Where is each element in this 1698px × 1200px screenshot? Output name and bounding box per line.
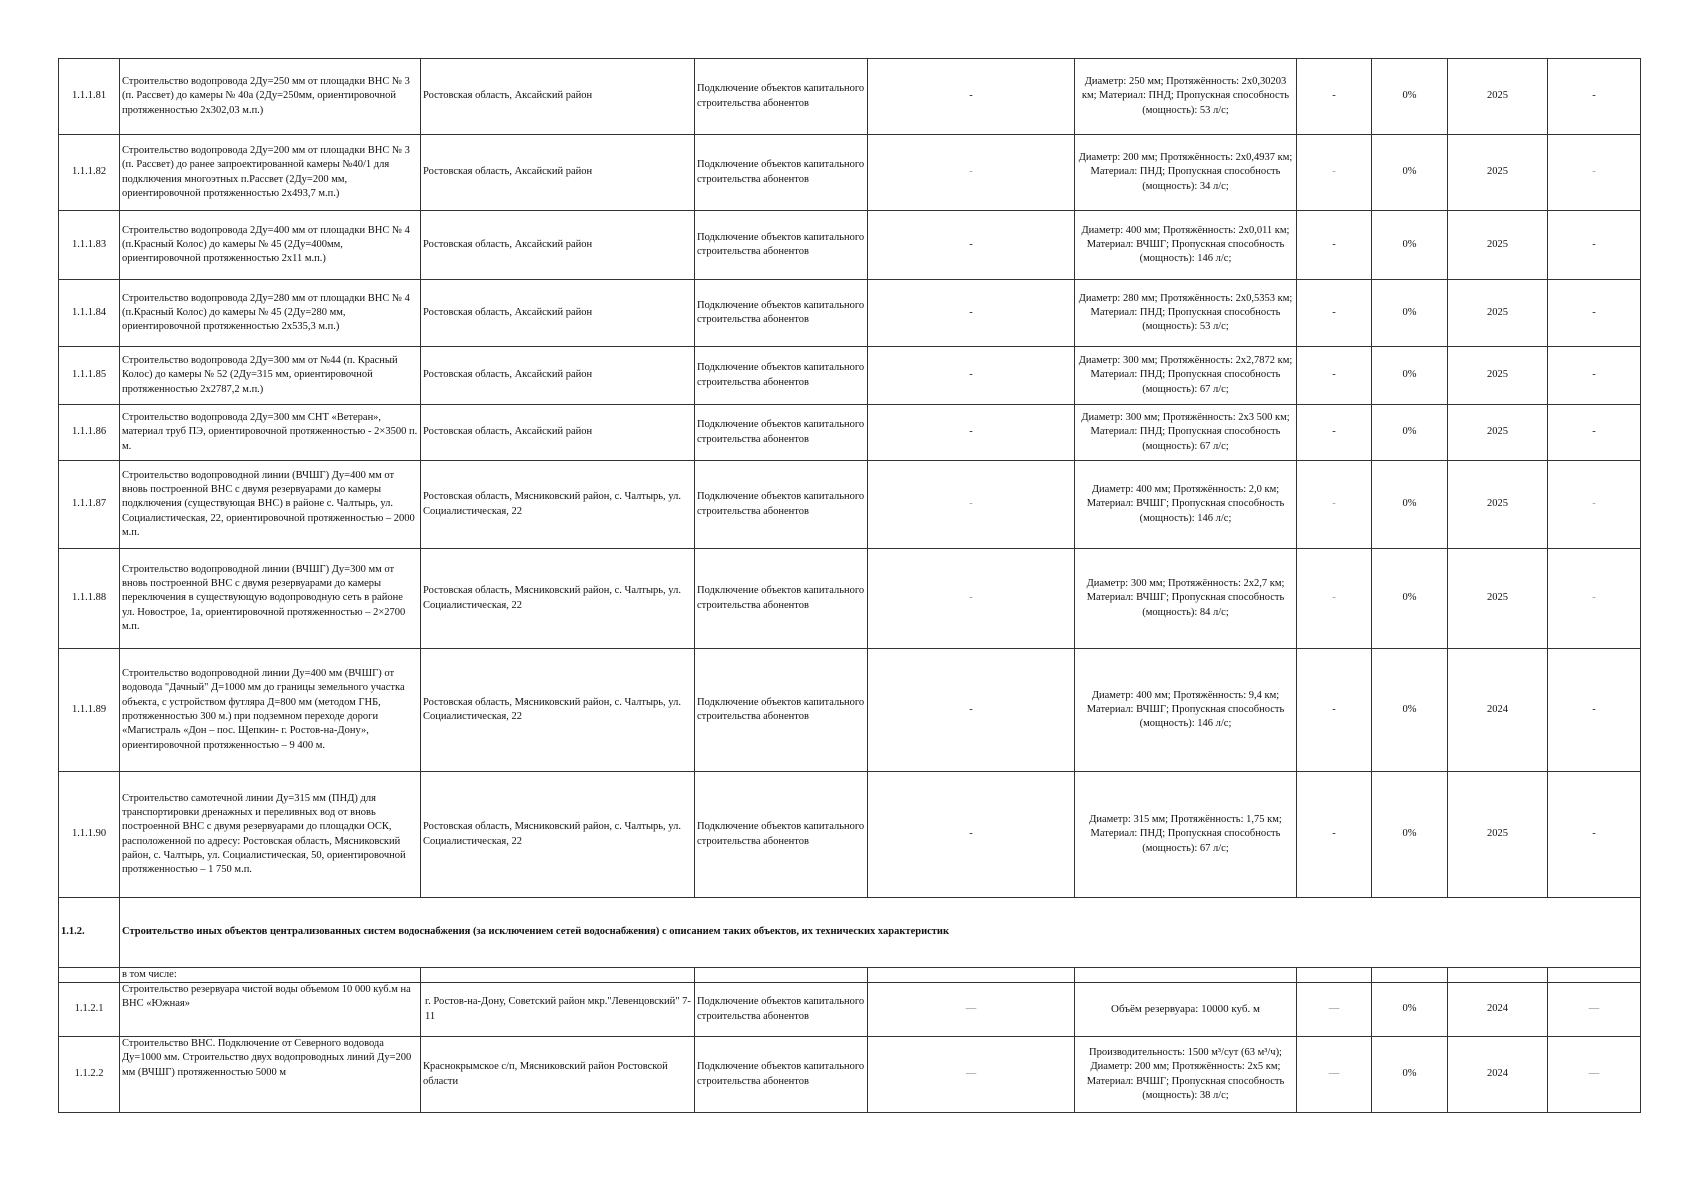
object-location: Ростовская область, Аксайский район	[421, 347, 695, 405]
completion-percent: 0%	[1372, 461, 1448, 549]
table-row	[59, 135, 1641, 211]
empty-value: -	[1297, 405, 1372, 461]
table-row	[59, 59, 1641, 135]
empty-value: -	[1548, 549, 1641, 649]
row-number: 1.1.1.85	[59, 347, 120, 405]
table-row	[59, 347, 1641, 405]
empty-value: -	[1548, 59, 1641, 135]
empty-value: -	[868, 59, 1075, 135]
technical-specs: Диаметр: 300 мм; Протяжённость: 2х3 500 км; Материал: ПНД; Пропускная способность (мощность): 67 л/с;	[1075, 405, 1297, 461]
completion-year: 2025	[1448, 549, 1548, 649]
empty-value: -	[1548, 347, 1641, 405]
object-name: Строительство водопроводной линии (ВЧШГ) Ду=300 мм от вновь построенной ВНС с двумя резервуарами до камеры переключения в существующую водопроводную сеть в районе ул. Новострое, 1а, ориентировочной протяженностью – 2×2700 м.п.	[120, 549, 421, 649]
completion-year: 2025	[1448, 135, 1548, 211]
object-name: Строительство водопровода 2Ду=250 мм от площадки ВНС № 3 (п. Рассвет) до камеры № 40а (2Ду=250мм, ориентировочной протяженностью 2х302,03 м.п.)	[120, 59, 421, 135]
empty-value: -	[1548, 211, 1641, 280]
object-location: г. Ростов-на-Дону, Советский район мкр."Левенцовский" 7-11	[421, 983, 695, 1037]
row-number: 1.1.1.82	[59, 135, 120, 211]
empty-value: -	[868, 347, 1075, 405]
subheader-label: в том числе:	[120, 968, 421, 983]
object-name: Строительство резервуара чистой воды объемом 10 000 куб.м на ВНС «Южная»	[120, 983, 421, 1037]
row-number: 1.1.1.84	[59, 280, 120, 347]
empty-cell	[421, 968, 695, 983]
completion-year: 2025	[1448, 772, 1548, 898]
empty-value: —	[1548, 1037, 1641, 1113]
completion-percent: 0%	[1372, 983, 1448, 1037]
object-purpose: Подключение объектов капитального строительства абонентов	[695, 347, 868, 405]
empty-cell	[868, 968, 1075, 983]
object-name: Строительство водопровода 2Ду=200 мм от площадки ВНС № 3 (п. Рассвет) до ранее запроектированной камеры №40/1 для подключения многоэтных п.Рассвет (2Ду=200 мм, ориентировочной протяженностью 2х493,7 м.п.)	[120, 135, 421, 211]
table-row	[59, 280, 1641, 347]
empty-value: —	[1548, 983, 1641, 1037]
empty-value: -	[1548, 135, 1641, 211]
object-location: Ростовская область, Аксайский район	[421, 405, 695, 461]
technical-specs: Диаметр: 400 мм; Протяжённость: 2,0 км; Материал: ВЧШГ; Пропускная способность (мощность): 146 л/с;	[1075, 461, 1297, 549]
object-purpose: Подключение объектов капитального строительства абонентов	[695, 405, 868, 461]
table-row	[59, 1037, 1641, 1113]
investment-program-table	[58, 58, 1641, 1113]
empty-value: -	[1297, 549, 1372, 649]
table-row	[59, 461, 1641, 549]
row-number: 1.1.2.1	[59, 983, 120, 1037]
technical-specs: Диаметр: 400 мм; Протяжённость: 9,4 км; Материал: ВЧШГ; Пропускная способность (мощность): 146 л/с;	[1075, 649, 1297, 772]
row-number: 1.1.1.89	[59, 649, 120, 772]
object-purpose: Подключение объектов капитального строительства абонентов	[695, 649, 868, 772]
completion-percent: 0%	[1372, 549, 1448, 649]
object-purpose: Подключение объектов капитального строительства абонентов	[695, 983, 868, 1037]
object-location: Ростовская область, Аксайский район	[421, 59, 695, 135]
table-row	[59, 211, 1641, 280]
section-header-row	[59, 898, 1641, 968]
completion-year: 2024	[1448, 1037, 1548, 1113]
empty-value: -	[1548, 405, 1641, 461]
object-purpose: Подключение объектов капитального строительства абонентов	[695, 135, 868, 211]
empty-value: -	[868, 135, 1075, 211]
completion-year: 2025	[1448, 59, 1548, 135]
completion-percent: 0%	[1372, 211, 1448, 280]
technical-specs: Диаметр: 250 мм; Протяжённость: 2х0,30203 км; Материал: ПНД; Пропускная способность (мощность): 53 л/с;	[1075, 59, 1297, 135]
row-number: 1.1.2.2	[59, 1037, 120, 1113]
empty-value: -	[1297, 347, 1372, 405]
empty-value: —	[868, 1037, 1075, 1113]
table-row	[59, 983, 1641, 1037]
empty-value: -	[1297, 135, 1372, 211]
empty-cell	[1372, 968, 1448, 983]
technical-specs: Производительность: 1500 м³/сут (63 м³/ч); Диаметр: 200 мм; Протяжённость: 2х5 км; Материал: ВЧШГ; Пропускная способность (мощность): 38 л/с;	[1075, 1037, 1297, 1113]
completion-percent: 0%	[1372, 59, 1448, 135]
empty-value: —	[868, 983, 1075, 1037]
object-purpose: Подключение объектов капитального строительства абонентов	[695, 549, 868, 649]
empty-value: -	[1297, 461, 1372, 549]
object-purpose: Подключение объектов капитального строительства абонентов	[695, 1037, 868, 1113]
object-location: Ростовская область, Мясниковский район, с. Чалтырь, ул. Социалистическая, 22	[421, 549, 695, 649]
object-location: Ростовская область, Мясниковский район, с. Чалтырь, ул. Социалистическая, 22	[421, 461, 695, 549]
completion-percent: 0%	[1372, 347, 1448, 405]
table-row	[59, 772, 1641, 898]
object-purpose: Подключение объектов капитального строительства абонентов	[695, 772, 868, 898]
empty-value: -	[868, 549, 1075, 649]
empty-value: -	[868, 405, 1075, 461]
object-name: Строительство водопровода 2Ду=400 мм от площадки ВНС № 4 (п.Красный Колос) до камеры № 45 (2Ду=400мм, ориентировочной протяженностью 2х11 м.п.)	[120, 211, 421, 280]
technical-specs: Диаметр: 280 мм; Протяжённость: 2х0,5353 км; Материал: ПНД; Пропускная способность (мощность): 53 л/с;	[1075, 280, 1297, 347]
technical-specs: Объём резервуара: 10000 куб. м	[1075, 983, 1297, 1037]
table-row	[59, 405, 1641, 461]
row-number: 1.1.1.83	[59, 211, 120, 280]
empty-value: —	[1297, 983, 1372, 1037]
section-title: Строительство иных объектов централизованных систем водоснабжения (за исключением сетей водоснабжения) с описанием таких объектов, их технических характеристик	[120, 898, 1641, 968]
empty-value: -	[868, 649, 1075, 772]
row-number: 1.1.1.86	[59, 405, 120, 461]
object-location: Ростовская область, Мясниковский район, с. Чалтырь, ул. Социалистическая, 22	[421, 649, 695, 772]
object-location: Ростовская область, Мясниковский район, с. Чалтырь, ул. Социалистическая, 22	[421, 772, 695, 898]
object-location: Ростовская область, Аксайский район	[421, 280, 695, 347]
subheader-row	[59, 968, 1641, 983]
technical-specs: Диаметр: 300 мм; Протяжённость: 2х2,7872 км; Материал: ПНД; Пропускная способность (мощность): 67 л/с;	[1075, 347, 1297, 405]
empty-value: -	[1297, 772, 1372, 898]
empty-value: -	[1548, 772, 1641, 898]
empty-value: -	[1548, 280, 1641, 347]
empty-value: -	[1548, 649, 1641, 772]
technical-specs: Диаметр: 400 мм; Протяжённость: 2х0,011 км; Материал: ВЧШГ; Пропускная способность (мощность): 146 л/с;	[1075, 211, 1297, 280]
empty-value: —	[1297, 1037, 1372, 1113]
object-location: Ростовская область, Аксайский район	[421, 211, 695, 280]
empty-cell	[1448, 968, 1548, 983]
completion-year: 2025	[1448, 405, 1548, 461]
object-name: Строительство водопроводной линии Ду=400 мм (ВЧШГ) от водовода "Дачный" Д=1000 мм до границы земельного участка объекта, с устройством футляра Д=800 мм (методом ГНБ, протяженностью 300 м.) при подземном переходе дороги «Магистраль «Дон – пос. Щепкин- г. Ростов-на-Дону», ориентировочной протяженностью – 9 400 м.	[120, 649, 421, 772]
object-purpose: Подключение объектов капитального строительства абонентов	[695, 59, 868, 135]
object-name: Строительство водопроводной линии (ВЧШГ) Ду=400 мм от вновь построенной ВНС с двумя резервуарами до камеры подключения (существующая ВНС) в районе с. Чалтырь, ул. Социалистическая, 22, ориентировочной протяженностью – 2000 м.п.	[120, 461, 421, 549]
completion-year: 2025	[1448, 280, 1548, 347]
completion-percent: 0%	[1372, 280, 1448, 347]
completion-year: 2025	[1448, 461, 1548, 549]
empty-cell	[1075, 968, 1297, 983]
empty-cell	[59, 968, 120, 983]
empty-value: -	[1297, 59, 1372, 135]
table-row	[59, 649, 1641, 772]
object-name: Строительство водопровода 2Ду=300 мм СНТ «Ветеран», материал труб ПЭ, ориентировочной протяженностью - 2×3500 п. м.	[120, 405, 421, 461]
empty-value: -	[868, 280, 1075, 347]
object-name: Строительство ВНС. Подключение от Северного водовода Ду=1000 мм. Строительство двух водопроводных линий Ду=200 мм (ВЧШГ) протяженностью 5000 м	[120, 1037, 421, 1113]
object-name: Строительство самотечной линии Ду=315 мм (ПНД) для транспортировки дренажных и переливных вод от вновь построенной ВНС с двумя резервуарами до площадки ОСК, расположенной по адресу: Ростовская область, Мясниковский район, с. Чалтырь, ул. Социалистическая, 50, ориентировочной протяженностью – 1 750 м.п.	[120, 772, 421, 898]
object-location: Краснокрымское с/п, Мясниковский район Ростовской области	[421, 1037, 695, 1113]
row-number: 1.1.1.87	[59, 461, 120, 549]
completion-year: 2024	[1448, 983, 1548, 1037]
empty-value: -	[868, 772, 1075, 898]
technical-specs: Диаметр: 315 мм; Протяжённость: 1,75 км; Материал: ПНД; Пропускная способность (мощность): 67 л/с;	[1075, 772, 1297, 898]
empty-value: -	[868, 211, 1075, 280]
object-name: Строительство водопровода 2Ду=300 мм от №44 (п. Красный Колос) до камеры № 52 (2Ду=315 мм, ориентировочной протяженностью 2х2787,2 м.п.)	[120, 347, 421, 405]
empty-cell	[695, 968, 868, 983]
object-purpose: Подключение объектов капитального строительства абонентов	[695, 211, 868, 280]
completion-year: 2025	[1448, 347, 1548, 405]
completion-percent: 0%	[1372, 649, 1448, 772]
completion-year: 2025	[1448, 211, 1548, 280]
section-number: 1.1.2.	[59, 898, 120, 968]
empty-cell	[1548, 968, 1641, 983]
empty-cell	[1297, 968, 1372, 983]
row-number: 1.1.1.88	[59, 549, 120, 649]
completion-percent: 0%	[1372, 772, 1448, 898]
empty-value: -	[1297, 649, 1372, 772]
empty-value: -	[1297, 280, 1372, 347]
object-location: Ростовская область, Аксайский район	[421, 135, 695, 211]
object-purpose: Подключение объектов капитального строительства абонентов	[695, 280, 868, 347]
completion-percent: 0%	[1372, 135, 1448, 211]
object-purpose: Подключение объектов капитального строительства абонентов	[695, 461, 868, 549]
object-name: Строительство водопровода 2Ду=280 мм от площадки ВНС № 4 (п.Красный Колос) до камеры № 45 (2Ду=280 мм, ориентировочной протяженностью 2х535,3 м.п.)	[120, 280, 421, 347]
technical-specs: Диаметр: 300 мм; Протяжённость: 2х2,7 км; Материал: ВЧШГ; Пропускная способность (мощность): 84 л/с;	[1075, 549, 1297, 649]
row-number: 1.1.1.81	[59, 59, 120, 135]
completion-percent: 0%	[1372, 1037, 1448, 1113]
empty-value: -	[1297, 211, 1372, 280]
completion-year: 2024	[1448, 649, 1548, 772]
empty-value: -	[1548, 461, 1641, 549]
row-number: 1.1.1.90	[59, 772, 120, 898]
technical-specs: Диаметр: 200 мм; Протяжённость: 2х0,4937 км; Материал: ПНД; Пропускная способность (мощность): 34 л/с;	[1075, 135, 1297, 211]
completion-percent: 0%	[1372, 405, 1448, 461]
table-row	[59, 549, 1641, 649]
empty-value: -	[868, 461, 1075, 549]
